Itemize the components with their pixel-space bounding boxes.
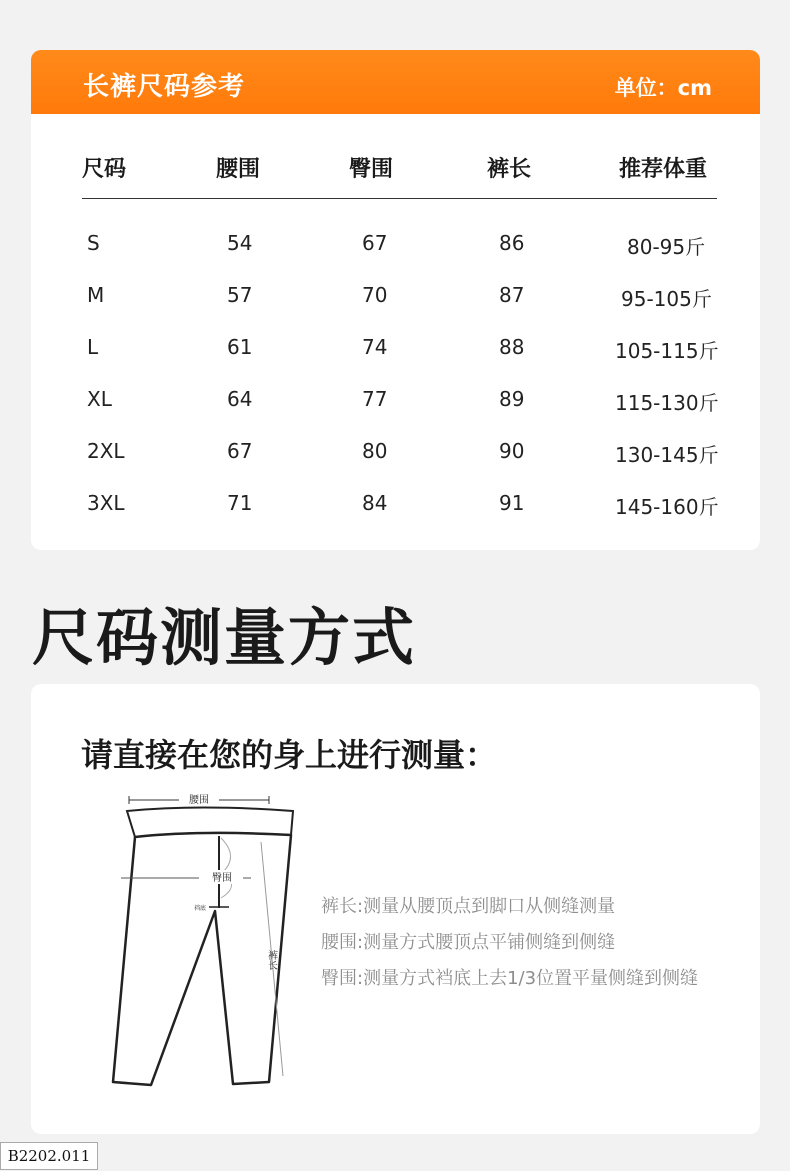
cell-weight: 130-145斤 xyxy=(615,443,719,467)
hip-label: 臀围 xyxy=(212,873,232,884)
cell-waist: 57 xyxy=(227,283,253,307)
cell-hip: 74 xyxy=(362,335,388,359)
cell-length: 86 xyxy=(499,231,525,255)
cell-size: M xyxy=(87,283,105,307)
waist-label: 腰围 xyxy=(189,795,209,806)
header-size: 尺码 xyxy=(82,157,127,182)
cell-hip: 84 xyxy=(362,491,388,515)
cell-length: 91 xyxy=(499,491,525,515)
cell-size: 3XL xyxy=(87,491,125,515)
note-waist: 腰围:测量方式腰顶点平铺侧缝到侧缝 xyxy=(321,932,616,953)
crotch-label: 裆底 xyxy=(193,905,206,912)
cell-weight: 115-130斤 xyxy=(615,391,719,415)
header-length: 裤长 xyxy=(487,157,532,182)
cell-size: L xyxy=(87,335,99,359)
cell-weight: 105-115斤 xyxy=(615,339,719,363)
cell-weight: 80-95斤 xyxy=(627,235,706,259)
cell-waist: 54 xyxy=(227,231,253,255)
cell-hip: 67 xyxy=(362,231,388,255)
size-chart-title: 长裤尺码参考 xyxy=(83,72,246,102)
cell-length: 88 xyxy=(499,335,525,359)
unit-label: 单位：cm xyxy=(614,76,712,100)
measure-subheading: 请直接在您的身上进行测量： xyxy=(81,736,498,774)
cell-hip: 70 xyxy=(362,283,388,307)
measurement-card xyxy=(31,684,760,1134)
measure-section-title: 尺码测量方式 xyxy=(32,601,417,674)
cell-hip: 77 xyxy=(362,387,388,411)
cell-length: 89 xyxy=(499,387,525,411)
cell-length: 90 xyxy=(499,439,525,463)
note-length: 裤长:测量从腰顶点到脚口从侧缝测量 xyxy=(321,896,616,917)
cell-waist: 71 xyxy=(227,491,253,515)
pants-diagram xyxy=(91,786,331,1096)
cell-size: XL xyxy=(87,387,112,411)
cell-weight: 95-105斤 xyxy=(621,287,712,311)
cell-waist: 64 xyxy=(227,387,253,411)
cell-size: 2XL xyxy=(87,439,125,463)
header-waist: 腰围 xyxy=(216,157,261,182)
cell-hip: 80 xyxy=(362,439,388,463)
cell-size: S xyxy=(87,231,100,255)
header-weight: 推荐体重 xyxy=(619,157,708,182)
cell-length: 87 xyxy=(499,283,525,307)
header-hip: 臀围 xyxy=(349,157,394,182)
size-chart-header xyxy=(31,50,760,114)
size-chart-card xyxy=(31,50,760,550)
cell-waist: 61 xyxy=(227,335,253,359)
length-label: 裤长 xyxy=(265,950,277,970)
product-code-stamp: B2202.011 xyxy=(0,1142,98,1170)
cell-weight: 145-160斤 xyxy=(615,495,719,519)
header-divider xyxy=(82,198,717,199)
cell-waist: 67 xyxy=(227,439,253,463)
note-hip: 臀围:测量方式裆底上去1/3位置平量侧缝到侧缝 xyxy=(321,968,699,989)
